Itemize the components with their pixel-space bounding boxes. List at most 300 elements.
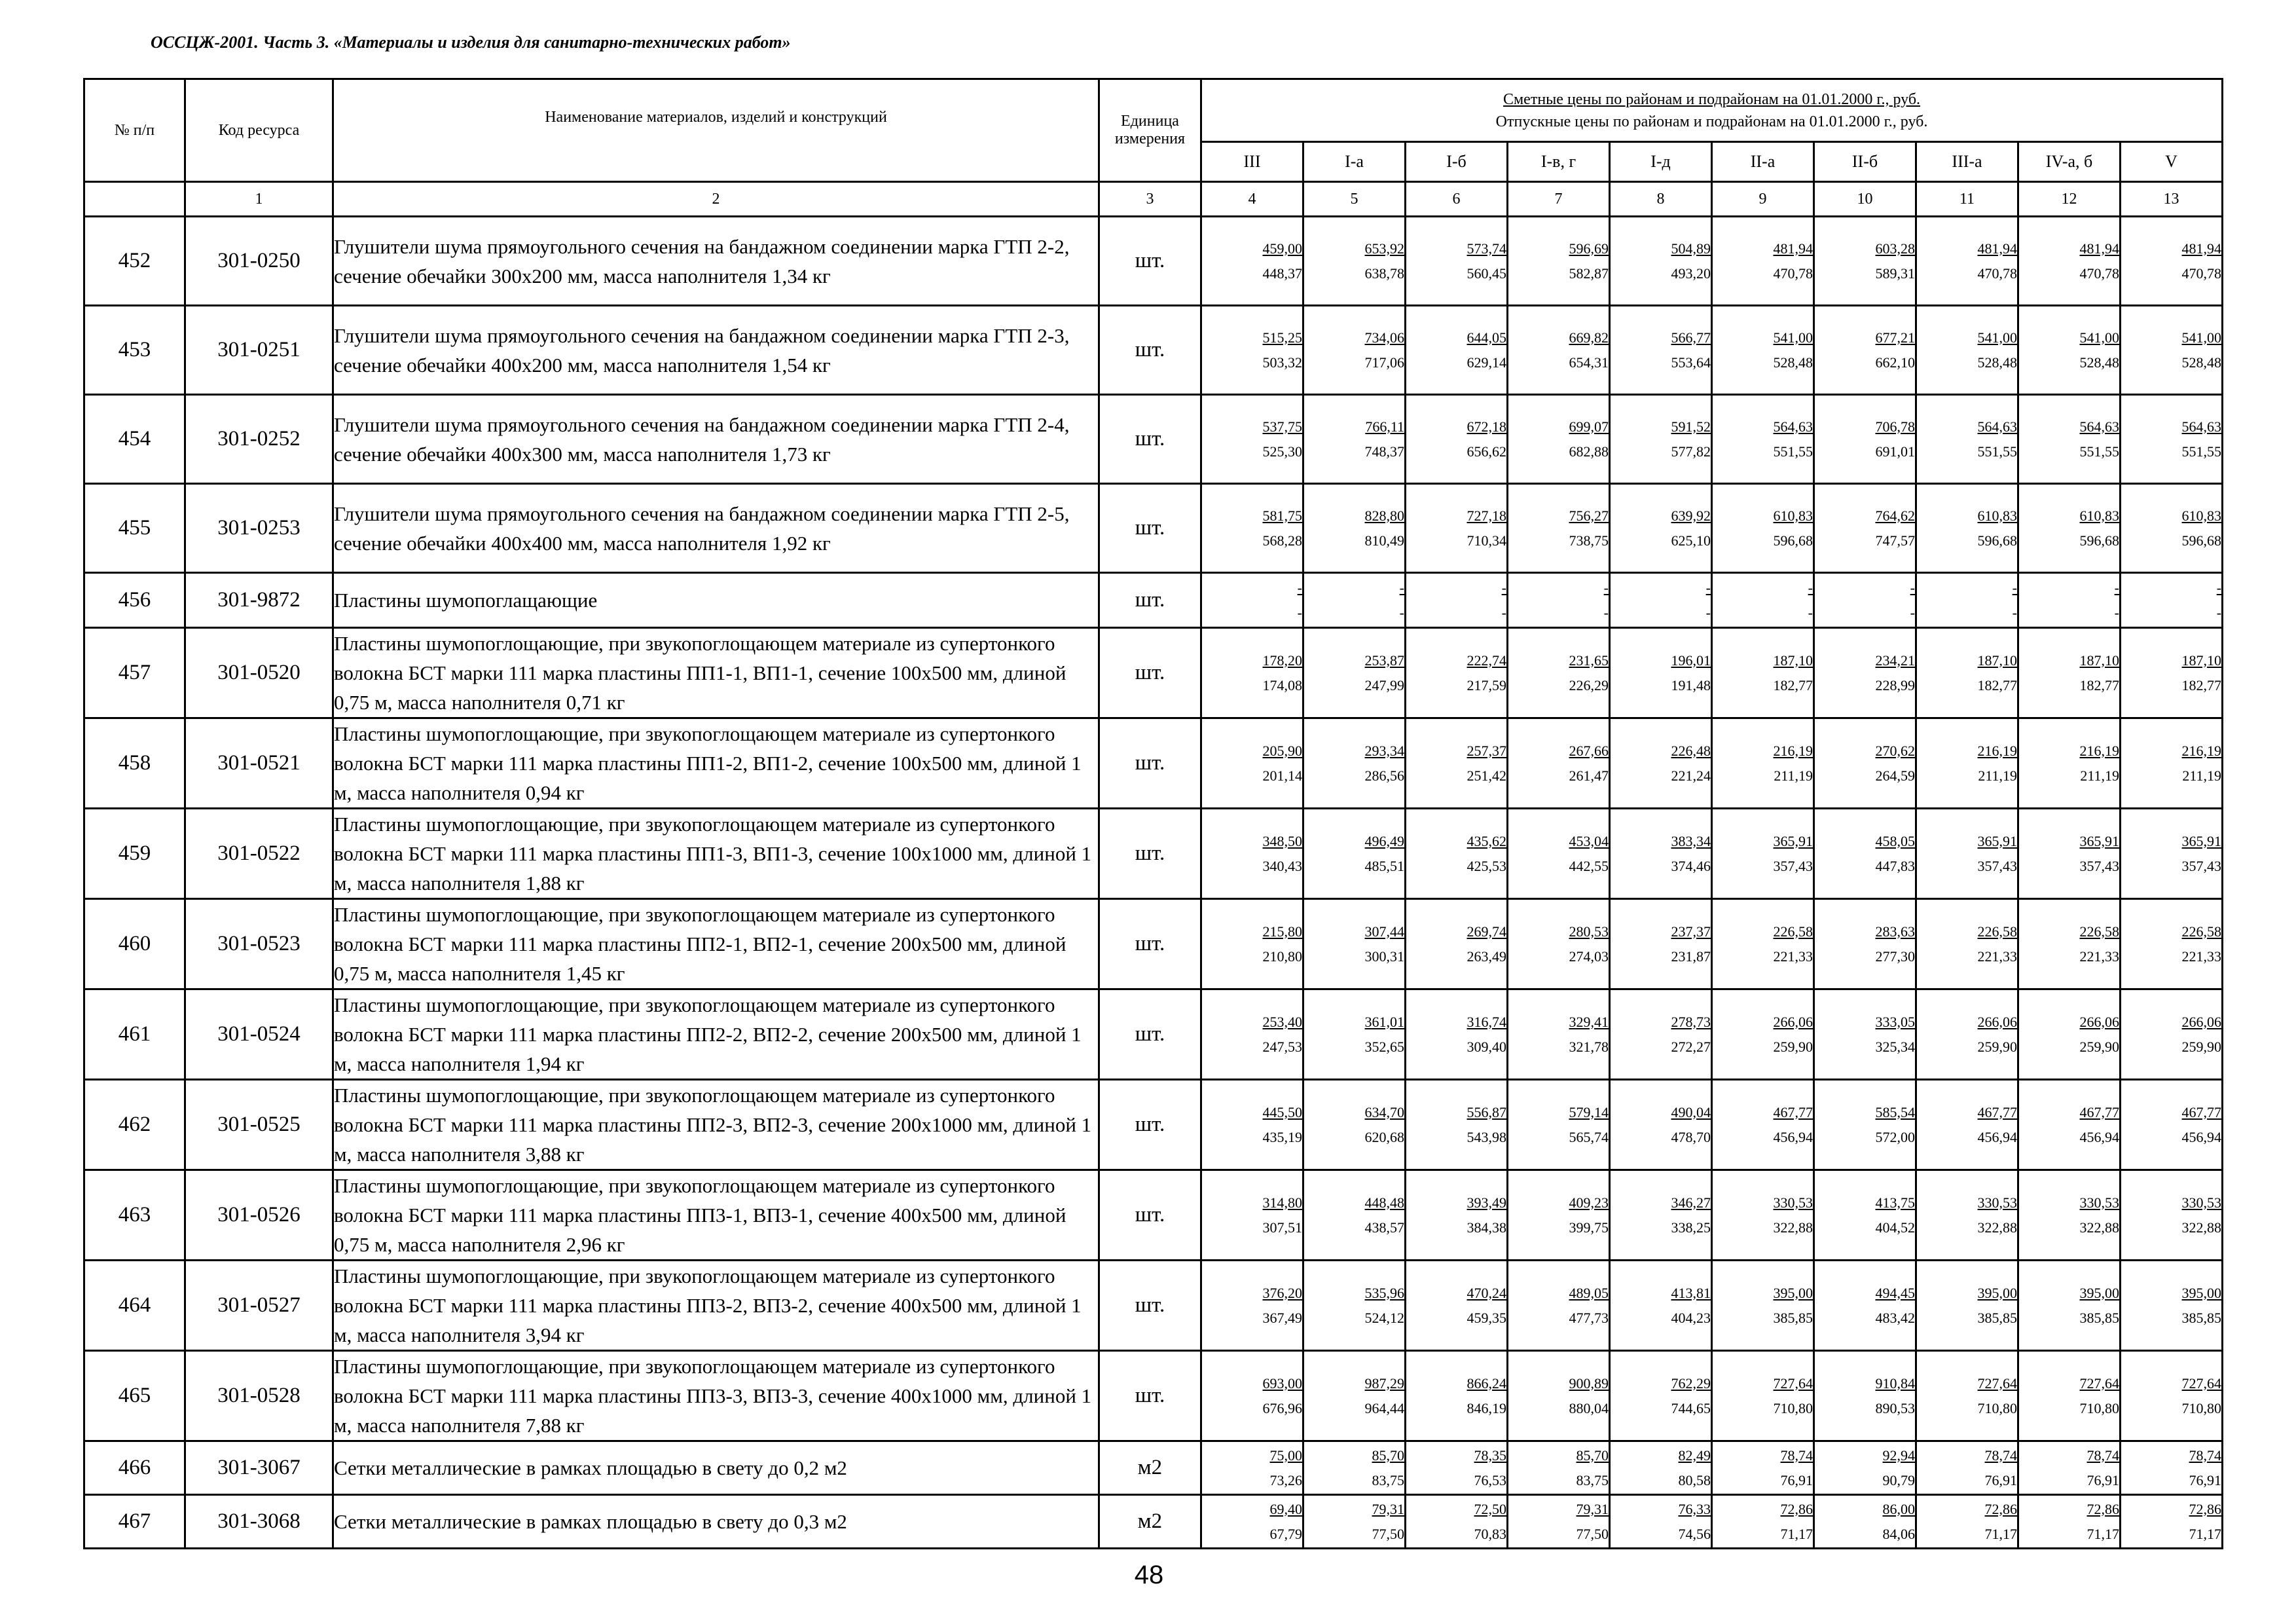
estimate-price: 467,77: [2181, 1103, 2222, 1120]
estimate-price: 453,04: [1569, 832, 1609, 849]
release-price: 620,68: [1364, 1128, 1404, 1145]
unit-of-measure: шт.: [1099, 1261, 1201, 1351]
price-cell: [1712, 899, 1814, 989]
unit-of-measure: шт.: [1099, 899, 1201, 989]
release-price: 525,30: [1262, 443, 1302, 460]
price-cell: [1610, 484, 1712, 573]
price-cell: [1303, 1170, 1406, 1261]
release-price: 286,56: [1364, 767, 1404, 784]
release-price: 551,55: [1773, 443, 1813, 460]
estimate-price: -: [1501, 579, 1506, 596]
release-price: 477,73: [1569, 1309, 1609, 1326]
release-price: 744,65: [1671, 1399, 1711, 1416]
estimate-price: 727,64: [2181, 1375, 2222, 1392]
material-name: Пластины шумопоглощающие, при звукопоглощающем материале из супертонкого волокна БСТ марки 111 марка пластины ПП2-3, ВП2-3, сечение 200x1000 мм, длиной 1 м, масса наполнителя 3,88 кг: [333, 1080, 1099, 1170]
price-cell: [1712, 1261, 1814, 1351]
price-cell: [2121, 628, 2223, 718]
price-cell: [2018, 1441, 2121, 1495]
release-price: 76,53: [1474, 1471, 1506, 1488]
estimate-price: 329,41: [1569, 1013, 1609, 1030]
price-cell: [1814, 1080, 1916, 1170]
region-header: I-д: [1610, 142, 1712, 182]
price-cell: [1406, 217, 1508, 306]
release-price: 448,37: [1262, 265, 1302, 282]
price-cell: [1712, 1351, 1814, 1441]
estimate-price: 537,75: [1262, 418, 1302, 435]
estimate-price: -: [2114, 579, 2119, 596]
release-price: 846,19: [1467, 1399, 1506, 1416]
release-price: -: [1501, 604, 1506, 621]
release-price: 357,43: [2181, 857, 2222, 874]
estimate-price: 78,35: [1474, 1447, 1506, 1464]
release-price: 263,49: [1467, 948, 1506, 965]
price-cell: [1303, 1261, 1406, 1351]
price-cell: [1508, 1170, 1610, 1261]
estimate-price: 307,44: [1364, 923, 1404, 940]
price-cell: [2018, 484, 2121, 573]
unit-of-measure: шт.: [1099, 217, 1201, 306]
release-price: -: [1910, 604, 1915, 621]
release-price: 77,50: [1576, 1525, 1609, 1542]
resource-code: 301-0526: [185, 1170, 333, 1261]
price-cell: [1712, 718, 1814, 809]
release-price: 73,26: [1269, 1471, 1302, 1488]
estimate-price: 448,48: [1364, 1194, 1404, 1211]
price-cell: [1916, 1351, 2018, 1441]
table-row: [84, 989, 2223, 1080]
region-header: IV-а, б: [2018, 142, 2121, 182]
estimate-price: 72,50: [1474, 1500, 1506, 1517]
release-price: 596,68: [1977, 532, 2017, 549]
estimate-price: 78,74: [1984, 1447, 2017, 1464]
release-price: 259,90: [2079, 1038, 2119, 1055]
release-price: 493,20: [1671, 265, 1711, 282]
estimate-price: 564,63: [1977, 418, 2017, 435]
unit-of-measure: шт.: [1099, 628, 1201, 718]
price-cell: [1916, 1261, 2018, 1351]
price-cell: [1814, 306, 1916, 395]
price-cell: [1303, 628, 1406, 718]
release-price: 485,51: [1364, 857, 1404, 874]
table-row: [84, 1080, 2223, 1170]
price-cell: [1201, 1080, 1303, 1170]
header-estimate-prices: Сметные цены по районам и подрайонам на 01.01.2000 г., руб.: [1503, 90, 1921, 108]
estimate-price: 216,19: [2079, 742, 2119, 759]
estimate-price: 395,00: [2079, 1284, 2119, 1301]
release-price: 425,53: [1467, 857, 1506, 874]
estimate-price: 734,06: [1364, 329, 1404, 346]
region-header: II-а: [1712, 142, 1814, 182]
price-cell: [1303, 989, 1406, 1080]
estimate-price: 226,58: [2181, 923, 2222, 940]
price-cell: [1712, 395, 1814, 484]
estimate-price: 365,91: [2181, 832, 2222, 849]
estimate-price: 504,89: [1671, 240, 1711, 257]
release-price: -: [2012, 604, 2017, 621]
table-row: [84, 395, 2223, 484]
estimate-price: 535,96: [1364, 1284, 1404, 1301]
estimate-price: 82,49: [1678, 1447, 1711, 1464]
unit-of-measure: шт.: [1099, 718, 1201, 809]
material-name: Глушители шума прямоугольного сечения на бандажном соединении марка ГТП 2-4, сечение обечайки 400x300 мм, масса наполнителя 1,73 кг: [333, 395, 1099, 484]
price-cell: [1712, 1080, 1814, 1170]
release-price: 470,78: [1977, 265, 2017, 282]
price-cell: [2018, 628, 2121, 718]
price-cell: [1814, 1441, 1916, 1495]
estimate-price: 610,83: [2079, 507, 2119, 524]
price-cell: [1508, 1261, 1610, 1351]
release-price: -: [2114, 604, 2119, 621]
estimate-price: 987,29: [1364, 1375, 1404, 1392]
price-cell: [1610, 1261, 1712, 1351]
release-price: 221,24: [1671, 767, 1711, 784]
release-price: 662,10: [1875, 354, 1915, 371]
row-number: 452: [84, 217, 185, 306]
price-cell: [1916, 217, 2018, 306]
release-price: 470,78: [2079, 265, 2119, 282]
estimate-price: 762,29: [1671, 1375, 1711, 1392]
release-price: 470,78: [1773, 265, 1813, 282]
price-cell: [1814, 809, 1916, 899]
row-number: 462: [84, 1080, 185, 1170]
row-number: 463: [84, 1170, 185, 1261]
row-number: 453: [84, 306, 185, 395]
price-cell: [1303, 1351, 1406, 1441]
release-price: 404,23: [1671, 1309, 1711, 1326]
price-cell: [2121, 809, 2223, 899]
table-row: [84, 1441, 2223, 1495]
release-price: 259,90: [2181, 1038, 2222, 1055]
release-price: 71,17: [1780, 1525, 1813, 1542]
price-cell: [1508, 628, 1610, 718]
price-cell: [1916, 1495, 2018, 1549]
resource-code: 301-0520: [185, 628, 333, 718]
release-price: 470,78: [2181, 265, 2222, 282]
estimate-price: 566,77: [1671, 329, 1711, 346]
release-price: 174,08: [1262, 676, 1302, 693]
price-cell: [2121, 573, 2223, 628]
resource-code: 301-0527: [185, 1261, 333, 1351]
release-price: 447,83: [1875, 857, 1915, 874]
estimate-price: 376,20: [1262, 1284, 1302, 1301]
estimate-price: 644,05: [1467, 329, 1506, 346]
estimate-price: 541,00: [1773, 329, 1813, 346]
price-cell: [1508, 573, 1610, 628]
estimate-price: 226,58: [1977, 923, 2017, 940]
price-cell: [2018, 899, 2121, 989]
release-price: -: [1808, 604, 1813, 621]
column-number: 4: [1201, 182, 1303, 217]
release-price: 357,43: [2079, 857, 2119, 874]
estimate-price: 196,01: [1671, 652, 1711, 669]
resource-code: 301-0521: [185, 718, 333, 809]
estimate-price: 470,24: [1467, 1284, 1506, 1301]
price-cell: [1406, 809, 1508, 899]
material-name: Пластины шумопоглощающие, при звукопоглощающем материале из супертонкого волокна БСТ марки 111 марка пластины ПП2-1, ВП2-1, сечение 200x500 мм, длиной 0,75 м, масса наполнителя 1,45 кг: [333, 899, 1099, 989]
price-cell: [1406, 628, 1508, 718]
region-header: III: [1201, 142, 1303, 182]
estimate-price: 481,94: [2181, 240, 2222, 257]
release-price: 596,68: [2181, 532, 2222, 549]
estimate-price: 467,77: [1773, 1103, 1813, 1120]
estimate-price: 494,45: [1875, 1284, 1915, 1301]
price-cell: [1406, 899, 1508, 989]
release-price: 274,03: [1569, 948, 1609, 965]
row-number: 458: [84, 718, 185, 809]
estimate-price: 727,64: [2079, 1375, 2119, 1392]
resource-code: 301-0528: [185, 1351, 333, 1441]
price-cell: [1406, 1495, 1508, 1549]
estimate-price: 467,77: [1977, 1103, 2017, 1120]
estimate-price: 727,64: [1977, 1375, 2017, 1392]
price-cell: [1610, 306, 1712, 395]
material-name: Глушители шума прямоугольного сечения на бандажном соединении марка ГТП 2-2, сечение обечайки 300x200 мм, масса наполнителя 1,34 кг: [333, 217, 1099, 306]
estimate-price: 330,53: [2181, 1194, 2222, 1211]
release-price: 435,19: [1262, 1128, 1302, 1145]
price-cell: [2018, 809, 2121, 899]
region-header: V: [2121, 142, 2223, 182]
price-cell: [1610, 573, 1712, 628]
release-price: 70,83: [1474, 1525, 1506, 1542]
release-price: 385,85: [1773, 1309, 1813, 1326]
price-cell: [1201, 718, 1303, 809]
release-price: 76,91: [2189, 1471, 2222, 1488]
price-cell: [1406, 395, 1508, 484]
estimate-price: 253,40: [1262, 1013, 1302, 1030]
price-cell: [1610, 1495, 1712, 1549]
estimate-price: 693,00: [1262, 1375, 1302, 1392]
price-cell: [1303, 899, 1406, 989]
release-price: 357,43: [1773, 857, 1813, 874]
price-cell: [1610, 989, 1712, 1080]
price-cell: [1814, 217, 1916, 306]
price-cell: [1712, 484, 1814, 573]
resource-code: 301-0522: [185, 809, 333, 899]
column-number: 6: [1406, 182, 1508, 217]
release-price: 226,29: [1569, 676, 1609, 693]
release-price: 309,40: [1467, 1038, 1506, 1055]
release-price: 528,48: [1977, 354, 2017, 371]
estimate-price: 253,87: [1364, 652, 1404, 669]
estimate-price: 187,10: [2079, 652, 2119, 669]
price-cell: [1201, 484, 1303, 573]
release-price: 74,56: [1678, 1525, 1711, 1542]
release-price: 596,68: [2079, 532, 2119, 549]
price-cell: [1916, 306, 2018, 395]
estimate-price: 72,86: [1984, 1500, 2017, 1517]
unit-of-measure: шт.: [1099, 989, 1201, 1080]
price-cell: [1916, 1441, 2018, 1495]
release-price: 367,49: [1262, 1309, 1302, 1326]
release-price: -: [1603, 604, 1609, 621]
release-price: 71,17: [2086, 1525, 2119, 1542]
price-cell: [1406, 718, 1508, 809]
estimate-price: 591,52: [1671, 418, 1711, 435]
release-price: 404,52: [1875, 1219, 1915, 1236]
release-price: 565,74: [1569, 1128, 1609, 1145]
unit-of-measure: шт.: [1099, 484, 1201, 573]
estimate-price: 393,49: [1467, 1194, 1506, 1211]
release-price: 385,85: [1977, 1309, 2017, 1326]
unit-of-measure: шт.: [1099, 1170, 1201, 1261]
price-cell: [1610, 809, 1712, 899]
release-price: 217,59: [1467, 676, 1506, 693]
estimate-price: -: [1399, 579, 1404, 596]
price-cell: [1303, 217, 1406, 306]
price-cell: [1916, 484, 2018, 573]
release-price: 277,30: [1875, 948, 1915, 965]
estimate-price: 395,00: [2181, 1284, 2222, 1301]
material-name: Глушители шума прямоугольного сечения на бандажном соединении марка ГТП 2-5, сечение обечайки 400x400 мм, масса наполнителя 1,92 кг: [333, 484, 1099, 573]
release-price: 83,75: [1372, 1471, 1404, 1488]
material-name: Глушители шума прямоугольного сечения на бандажном соединении марка ГТП 2-3, сечение обечайки 400x200 мм, масса наполнителя 1,54 кг: [333, 306, 1099, 395]
release-price: 84,06: [1882, 1525, 1915, 1542]
table-row: [84, 1351, 2223, 1441]
release-price: 528,48: [1773, 354, 1813, 371]
release-price: 83,75: [1576, 1471, 1609, 1488]
release-price: 589,31: [1875, 265, 1915, 282]
estimate-price: 365,91: [2079, 832, 2119, 849]
price-cell: [2018, 217, 2121, 306]
estimate-price: 603,28: [1875, 240, 1915, 257]
price-cell: [1303, 306, 1406, 395]
estimate-price: 72,86: [2189, 1500, 2222, 1517]
estimate-price: 365,91: [1773, 832, 1813, 849]
resource-code: 301-3068: [185, 1495, 333, 1549]
estimate-price: 706,78: [1875, 418, 1915, 435]
price-cell: [1201, 395, 1303, 484]
price-cell: [2018, 989, 2121, 1080]
release-price: 259,90: [1977, 1038, 2017, 1055]
price-cell: [1201, 628, 1303, 718]
release-price: 247,99: [1364, 676, 1404, 693]
price-cell: [1916, 395, 2018, 484]
release-price: 90,79: [1882, 1471, 1915, 1488]
price-cell: [1610, 1351, 1712, 1441]
row-number: 457: [84, 628, 185, 718]
material-name: Пластины шумопоглощающие, при звукопоглощающем материале из супертонкого волокна БСТ марки 111 марка пластины ПП2-2, ВП2-2, сечение 200x500 мм, длиной 1 м, масса наполнителя 1,94 кг: [333, 989, 1099, 1080]
release-price: 568,28: [1262, 532, 1302, 549]
price-cell: [1406, 1170, 1508, 1261]
release-price: 456,94: [1977, 1128, 2017, 1145]
header-release-prices: Отпускные цены по районам и подрайонам на 01.01.2000 г., руб.: [1495, 113, 1928, 130]
release-price: 528,48: [2181, 354, 2222, 371]
price-cell: [1508, 1495, 1610, 1549]
unit-of-measure: шт.: [1099, 1080, 1201, 1170]
estimate-price: -: [1603, 579, 1609, 596]
row-number: 459: [84, 809, 185, 899]
price-cell: [1814, 1170, 1916, 1261]
release-price: 71,17: [1984, 1525, 2017, 1542]
estimate-price: 222,74: [1467, 652, 1506, 669]
release-price: 228,99: [1875, 676, 1915, 693]
estimate-price: 458,05: [1875, 832, 1915, 849]
price-cell: [1814, 1261, 1916, 1351]
estimate-price: 669,82: [1569, 329, 1609, 346]
estimate-price: 72,86: [2086, 1500, 2119, 1517]
header-code: Код ресурса: [185, 79, 333, 182]
price-cell: [2018, 1080, 2121, 1170]
region-header: II-б: [1814, 142, 1916, 182]
price-cell: [2121, 1495, 2223, 1549]
unit-of-measure: м2: [1099, 1441, 1201, 1495]
release-price: 261,47: [1569, 767, 1609, 784]
row-number: 455: [84, 484, 185, 573]
release-price: 456,94: [1773, 1128, 1813, 1145]
estimate-price: 481,94: [2079, 240, 2119, 257]
price-cell: [1406, 1080, 1508, 1170]
estimate-price: 85,70: [1576, 1447, 1609, 1464]
estimate-price: 293,34: [1364, 742, 1404, 759]
table-row: [84, 1495, 2223, 1549]
release-price: 399,75: [1569, 1219, 1609, 1236]
estimate-price: 85,70: [1372, 1447, 1404, 1464]
material-name: Пластины шумопоглощающие, при звукопоглощающем материале из супертонкого волокна БСТ марки 111 марка пластины ПП3-3, ВП3-3, сечение 400x1000 мм, длиной 1 м, масса наполнителя 7,88 кг: [333, 1351, 1099, 1441]
release-price: 438,57: [1364, 1219, 1404, 1236]
estimate-price: 596,69: [1569, 240, 1609, 257]
price-cell: [1508, 306, 1610, 395]
price-cell: [1712, 1441, 1814, 1495]
estimate-price: 266,06: [2079, 1013, 2119, 1030]
column-number: 13: [2121, 182, 2223, 217]
release-price: 221,33: [2181, 948, 2222, 965]
estimate-price: 226,48: [1671, 742, 1711, 759]
row-number: 461: [84, 989, 185, 1080]
estimate-price: 445,50: [1262, 1103, 1302, 1120]
price-cell: [1916, 718, 2018, 809]
estimate-price: 270,62: [1875, 742, 1915, 759]
price-cell: [1610, 1080, 1712, 1170]
price-cell: [1712, 628, 1814, 718]
price-cell: [1406, 1441, 1508, 1495]
release-price: 629,14: [1467, 354, 1506, 371]
estimate-price: 361,01: [1364, 1013, 1404, 1030]
release-price: 221,33: [1977, 948, 2017, 965]
release-price: 272,27: [1671, 1038, 1711, 1055]
estimate-price: 226,58: [2079, 923, 2119, 940]
release-price: 321,78: [1569, 1038, 1609, 1055]
estimate-price: 234,21: [1875, 652, 1915, 669]
release-price: 676,96: [1262, 1399, 1302, 1416]
estimate-price: 269,74: [1467, 923, 1506, 940]
estimate-price: 92,94: [1882, 1447, 1915, 1464]
price-cell: [1406, 1351, 1508, 1441]
price-cell: [2121, 395, 2223, 484]
row-number: 456: [84, 573, 185, 628]
unit-of-measure: шт.: [1099, 573, 1201, 628]
price-cell: [1303, 573, 1406, 628]
estimate-price: 541,00: [2181, 329, 2222, 346]
release-price: 182,77: [1977, 676, 2017, 693]
estimate-price: 278,73: [1671, 1013, 1711, 1030]
estimate-price: 216,19: [2181, 742, 2222, 759]
region-header: I-а: [1303, 142, 1406, 182]
unit-of-measure: м2: [1099, 1495, 1201, 1549]
table-row: [84, 1261, 2223, 1351]
estimate-price: 348,50: [1262, 832, 1302, 849]
price-cell: [1610, 628, 1712, 718]
release-price: -: [1705, 604, 1711, 621]
price-cell: [1814, 628, 1916, 718]
price-cell: [2121, 1261, 2223, 1351]
estimate-price: 610,83: [1977, 507, 2017, 524]
price-cell: [1712, 989, 1814, 1080]
column-number: 10: [1814, 182, 1916, 217]
table-row: [84, 217, 2223, 306]
estimate-price: 585,54: [1875, 1103, 1915, 1120]
price-cell: [1610, 217, 1712, 306]
price-cell: [1303, 809, 1406, 899]
